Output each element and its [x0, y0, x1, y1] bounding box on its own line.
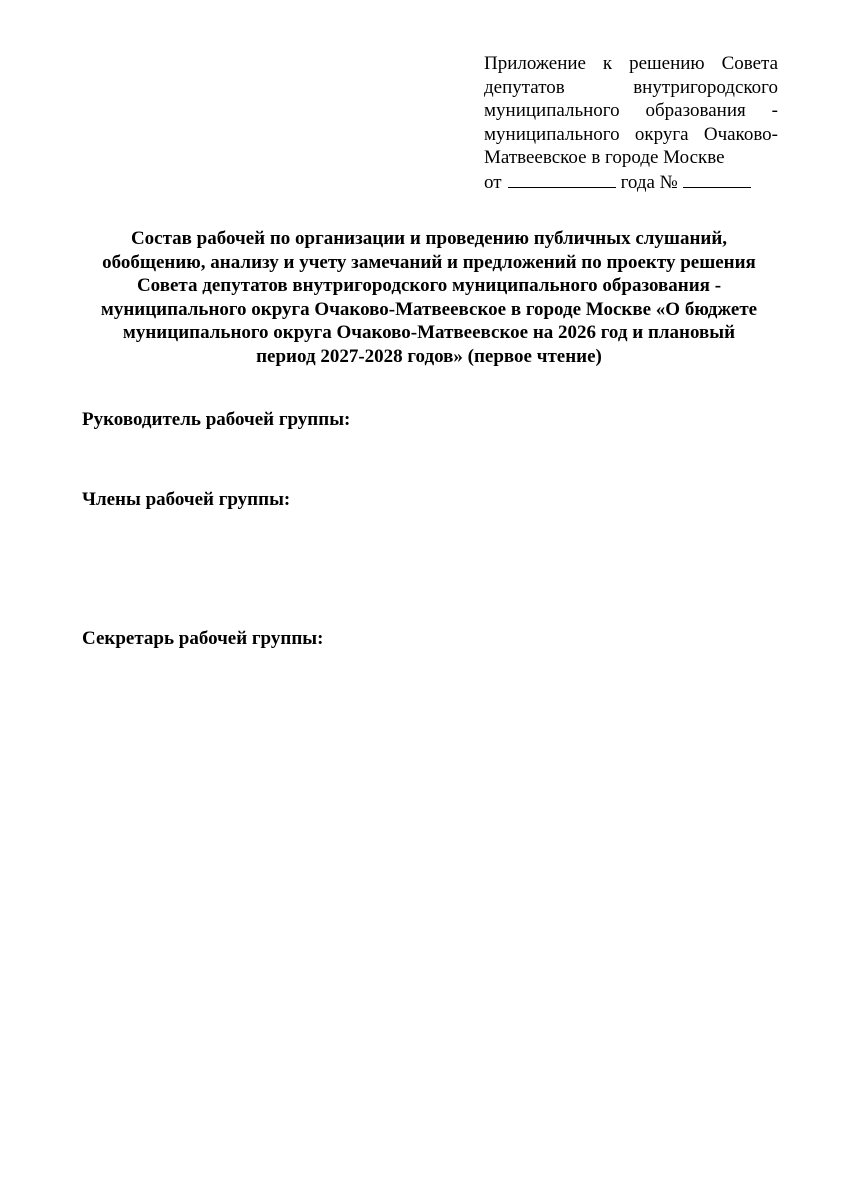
appendix-line-5: Матвеевское в городе Москве [484, 147, 725, 168]
group-secretary-label: Секретарь рабочей группы: [82, 628, 324, 649]
title-line-1: Состав рабочей по организации и проведению публичных слушаний, [130, 228, 728, 249]
appendix-line-2: депутатов внутригородского [484, 76, 778, 98]
title-line-3: Совета депутатов внутригородского муниципального образования - [136, 275, 722, 297]
title-line-2: обобщению, анализу и учету замечаний и предложений по проекту решения [102, 251, 756, 273]
appendix-line-1: Приложение к решению Совета [484, 53, 778, 74]
appendix-date-line [484, 170, 778, 195]
group-members-label: Члены рабочей группы: [82, 489, 291, 510]
head-of-group-label: Руководитель рабочей группы: [82, 409, 351, 430]
number-blank [683, 170, 751, 188]
date-prefix: от [484, 171, 502, 193]
document-title [60, 227, 798, 369]
title-line-4: муниципального округа Очаково-Матвеевское в городе Москве «О бюджете [100, 298, 758, 320]
appendix-line-4: муниципального округа Очаково- [484, 123, 778, 145]
title-line-5: муниципального округа Очаково-Матвеевское на 2026 год и плановый [122, 322, 736, 344]
title-line-6: период 2027-2028 годов» (первое чтение) [256, 345, 602, 367]
date-blank [508, 170, 616, 188]
appendix-line-3: муниципального образования - [484, 100, 778, 121]
appendix-block [484, 52, 778, 194]
date-middle: года № [620, 171, 678, 193]
